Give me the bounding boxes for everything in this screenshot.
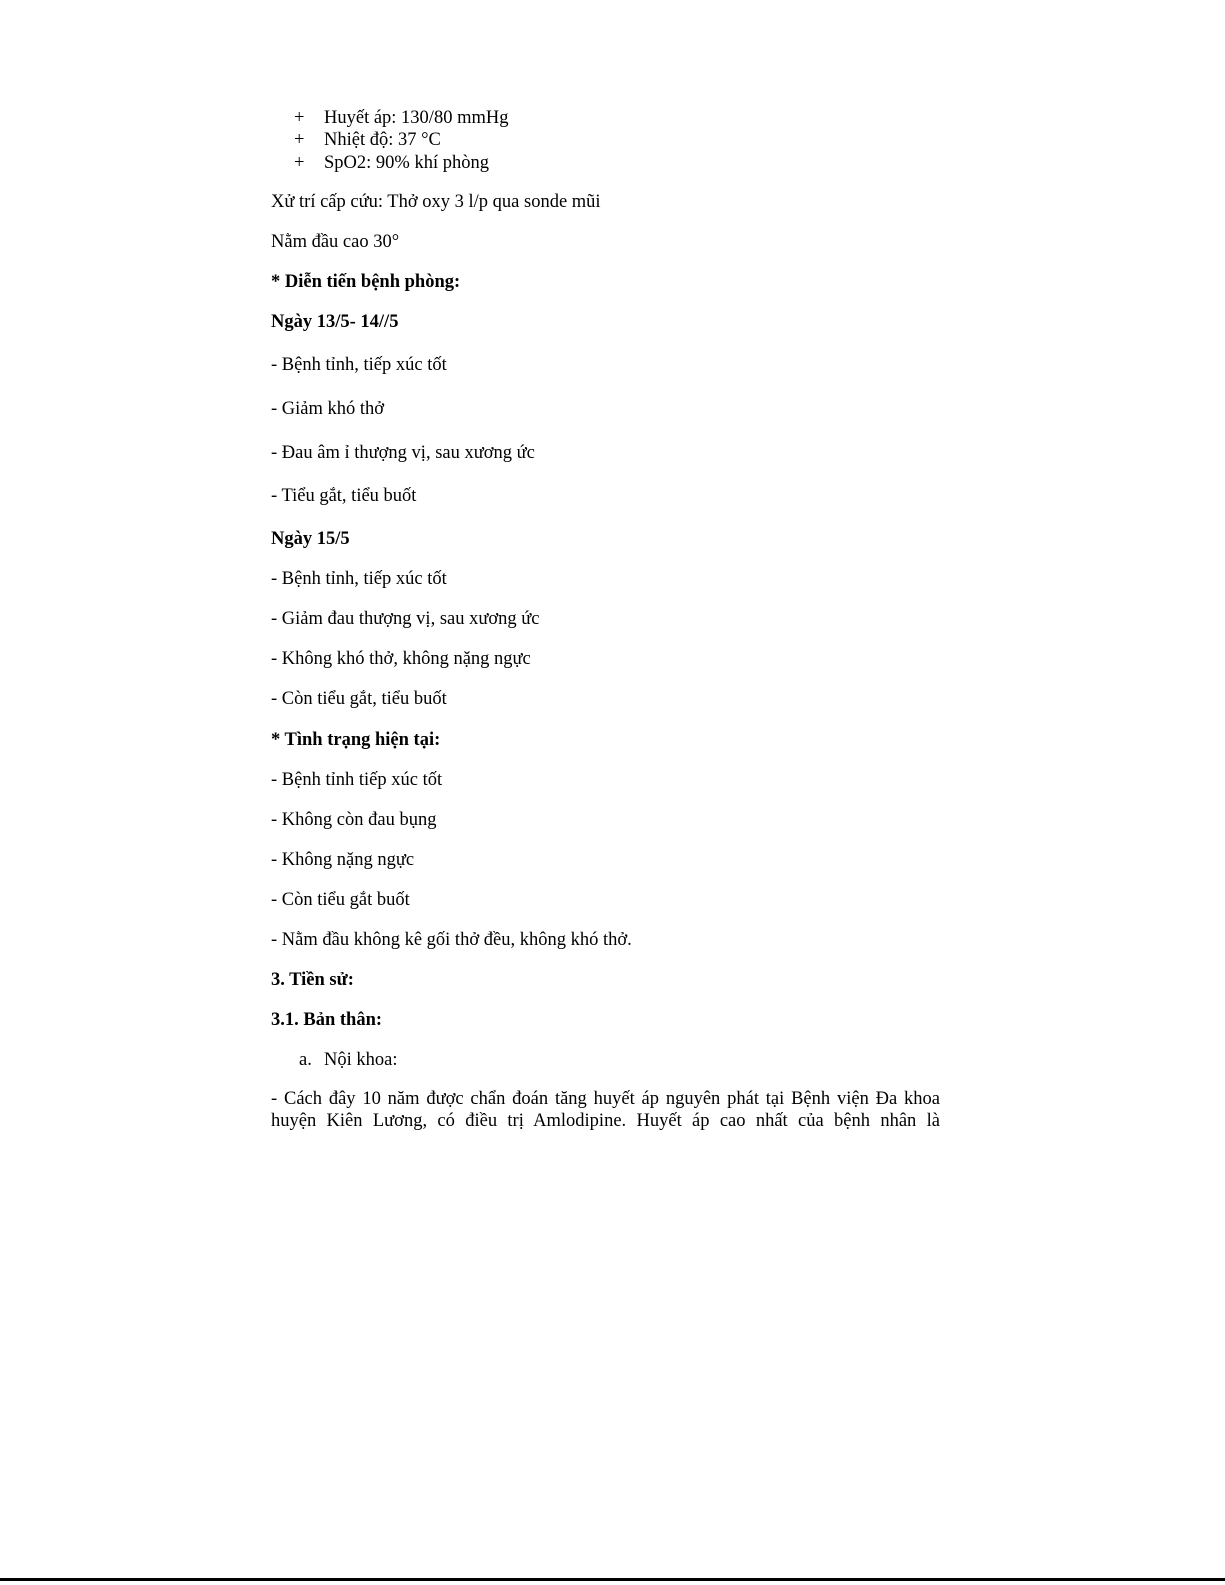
history-paragraph-line-1: - Cách đây 10 năm được chẩn đoán tăng huyết áp nguyên phát tại Bệnh viện Đa khoa [271, 1089, 940, 1109]
internal-medicine-item [299, 1049, 397, 1071]
current-item: - Còn tiểu gắt buốt [271, 890, 410, 910]
internal-medicine-label: Nội khoa: [324, 1050, 398, 1070]
day2-item: - Giảm đau thượng vị, sau xương ức [271, 609, 540, 629]
vital-text: Nhiệt độ: 37 °C [324, 130, 441, 150]
day2-item: - Không khó thở, không nặng ngực [271, 649, 531, 669]
plus-bullet-icon: + [294, 153, 305, 173]
list-marker: a. [299, 1050, 312, 1070]
history-heading: 3. Tiền sử: [271, 970, 354, 990]
patient-position: Nằm đầu cao 30° [271, 232, 400, 252]
history-paragraph-line-2: huyện Kiên Lương, có điều trị Amlodipine. Huyết áp cao nhất của bệnh nhân là [271, 1111, 940, 1131]
vital-text: Huyết áp: 130/80 mmHg [324, 108, 509, 128]
current-item: - Nằm đầu không kê gối thở đều, không khó thở. [271, 930, 632, 950]
current-item: - Không còn đau bụng [271, 810, 437, 830]
vital-blood-pressure [294, 107, 508, 129]
self-history-heading: 3.1. Bản thân: [271, 1010, 383, 1030]
current-heading: * Tình trạng hiện tại: [271, 730, 441, 750]
page-bottom-border [0, 1578, 1225, 1581]
day2-heading: Ngày 15/5 [271, 529, 350, 549]
day1-item: - Bệnh tỉnh, tiếp xúc tốt [271, 355, 447, 375]
day1-item: - Giảm khó thở [271, 399, 385, 419]
emergency-treatment: Xử trí cấp cứu: Thở oxy 3 l/p qua sonde mũi [271, 192, 601, 212]
day1-item: - Tiểu gắt, tiểu buốt [271, 486, 417, 506]
day1-item: - Đau âm ỉ thượng vị, sau xương ức [271, 443, 535, 463]
day2-item: - Còn tiểu gắt, tiểu buốt [271, 689, 447, 709]
vital-temperature [294, 129, 441, 151]
plus-bullet-icon: + [294, 130, 305, 150]
progress-heading: * Diễn tiến bệnh phòng: [271, 272, 461, 292]
vital-spo2 [294, 152, 489, 174]
day1-heading: Ngày 13/5- 14//5 [271, 312, 399, 332]
plus-bullet-icon: + [294, 108, 305, 128]
current-item: - Không nặng ngực [271, 850, 415, 870]
vital-text: SpO2: 90% khí phòng [324, 153, 489, 173]
current-item: - Bệnh tỉnh tiếp xúc tốt [271, 770, 443, 790]
day2-item: - Bệnh tỉnh, tiếp xúc tốt [271, 569, 447, 589]
